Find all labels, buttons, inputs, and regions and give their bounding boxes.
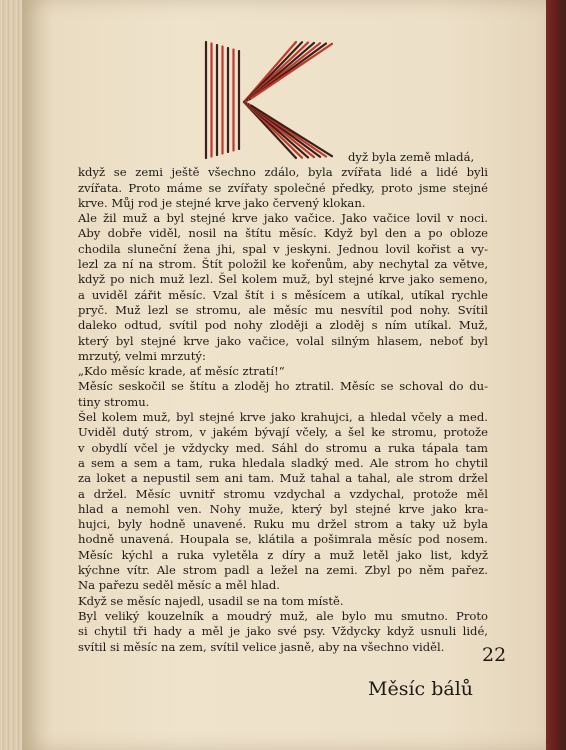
- text-line: a sem a sem a tam, ruka hledala sladký med. Ale strom ho chytil: [78, 455, 488, 470]
- text-line: hodně unavená. Houpala se, klátila a pošimrala měsíc pod nosem.: [78, 532, 488, 547]
- text-line: když se zemi ještě všechno zdálo, byla zvířata lidé a lidé byli: [78, 165, 488, 180]
- text-line: „Kdo měsíc krade, ať měsíc ztratí!“: [78, 364, 285, 379]
- text-line: Měsíc kýchl a ruka vyletěla z díry a muž letěl jako list, když: [78, 547, 488, 562]
- text-line: kýchne vítr. Ale strom padl a ležel na zemi. Zbyl po něm pařez.: [78, 563, 488, 578]
- text-line: Když se měsíc najedl, usadil se na tom místě.: [78, 593, 344, 608]
- text-line: krve. Můj rod je stejné krve jako červený klokan.: [78, 195, 366, 210]
- text-line: a uviděl zářit měsíc. Vzal štít i s měsícem a utíkal, utíkal rychle: [78, 287, 488, 302]
- text-line: Na pařezu seděl měsíc a měl hlad.: [78, 578, 280, 593]
- text-line: lezl za ní na strom. Štít položil ke kořenům, aby nechytal za větve,: [78, 257, 488, 272]
- text-line: a držel. Měsíc uvnitř stromu vzdychal a vzdychal, protože měl: [78, 486, 488, 501]
- text-line: chodila sluneční žena jhi, spal v jeskyni. Jednou lovil kořist a vy-: [78, 241, 488, 256]
- text-line: si chytil tři hady a měl je jako své psy. Vždycky když usnuli lidé,: [78, 624, 488, 639]
- text-line: pryč. Muž lezl se stromu, ale měsíc mu nesvítil pod nohy. Svítil: [78, 302, 488, 317]
- text-line: svítil si měsíc na zem, svítil velice jasně, aby na všechno viděl.: [78, 639, 445, 654]
- text-line: tiny stromu.: [78, 394, 150, 409]
- text-line: když po nich muž lezl. Šel kolem muž, byl stejné krve jako semeno,: [78, 272, 488, 287]
- text-line: Aby dobře viděl, nosil na štítu měsíc. Když byl den a po obloze: [78, 226, 488, 241]
- story-title: Měsíc bálů: [368, 678, 474, 700]
- book-cover-edge: [546, 0, 566, 750]
- text-line: hlad a nemohl ven. Nohy muže, který byl stejné krve jako kra-: [78, 501, 488, 516]
- text-line: Měsíc seskočil se štítu a zloděj ho ztratil. Měsíc se schoval do du-: [78, 379, 488, 394]
- dropcap-k: [200, 36, 360, 164]
- text-line: Ale žil muž a byl stejné krve jako vačice. Jako vačice lovil v noci.: [78, 211, 488, 226]
- text-line: v obydlí včel je vždycky med. Sáhl do stromu a ruka tápala tam: [78, 440, 488, 455]
- text-line: hujci, byly hodně unavené. Ruku mu držel strom a taky už byla: [78, 517, 488, 532]
- text-line: mrzutý, velmi mrzutý:: [78, 348, 206, 363]
- text-line: který byl stejné krve jako vačice, volal silným hlasem, neboť byl: [78, 333, 488, 348]
- text-line: zvířata. Proto máme se zvířaty společné předky, proto jsme stejné: [78, 180, 488, 195]
- page-number: 22: [482, 644, 507, 666]
- story-text: [78, 150, 488, 655]
- text-line: Uviděl dutý strom, v jakém bývají včely, a šel ke stromu, protože: [78, 425, 488, 440]
- text-line: dyž byla země mladá,: [348, 150, 475, 164]
- text-line: daleko odtud, svítil pod nohy zloději a zloděj s ním utíkal. Muž,: [78, 318, 488, 333]
- text-line: za loket a nepustil sem ani tam. Muž tahal a tahal, ale strom držel: [78, 471, 488, 486]
- text-line: Byl veliký kouzelník a moudrý muž, ale bylo mu smutno. Proto: [78, 608, 488, 623]
- text-line: Šel kolem muž, byl stejné krve jako krahujci, a hledal včely a med.: [78, 410, 488, 425]
